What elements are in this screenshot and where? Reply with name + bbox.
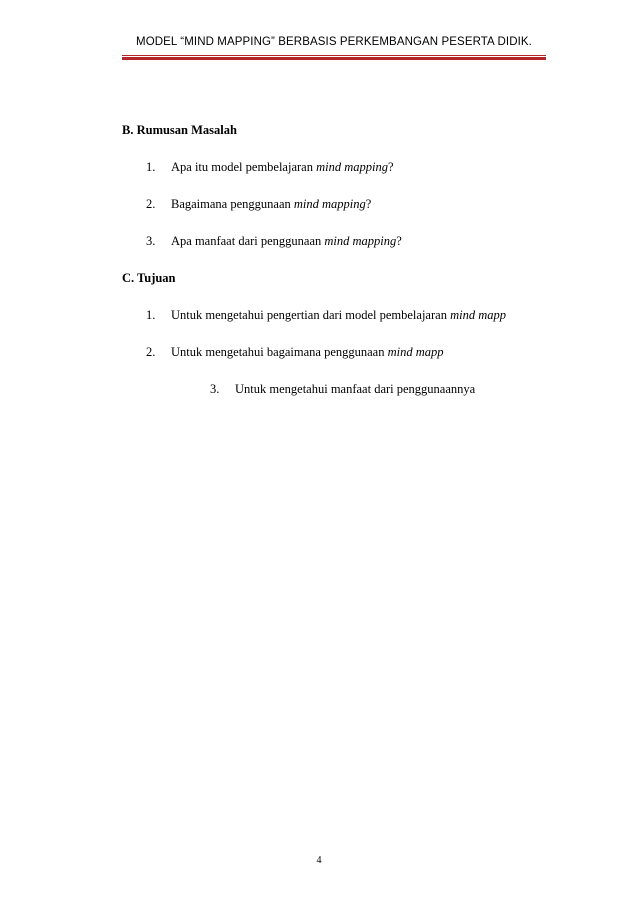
list-item-emphasis: mind mapp (450, 308, 506, 322)
list-item-number: 1. (146, 160, 156, 174)
page-header-title: MODEL “MIND MAPPING” BERBASIS PERKEMBANGAN PESERTA DIDIK. (136, 36, 532, 48)
list-item (146, 345, 444, 360)
list-item-emphasis: mind mapping (293, 197, 366, 211)
list-item-emphasis: mind mapping (316, 160, 388, 174)
list-item-text: Untuk mengetahui manfaat dari penggunaannya (235, 382, 476, 396)
list-item (210, 382, 475, 397)
list-item-text: Bagaimana penggunaan (171, 197, 294, 211)
list-item-number: 1. (146, 308, 156, 322)
list-item-suffix: ? (387, 160, 394, 174)
list-item-number: 3. (210, 382, 220, 396)
list-item-number: 2. (146, 197, 156, 211)
list-item-suffix: ? (396, 234, 402, 248)
list-item-suffix: ? (365, 197, 372, 211)
list-item (146, 308, 506, 323)
list-item-text: Untuk mengetahui bagaimana penggunaan (171, 345, 388, 359)
header-rule-thick (122, 57, 546, 60)
list-item-number: 2. (146, 345, 156, 359)
list-item (146, 160, 394, 175)
section-c-heading: C. Tujuan (122, 271, 176, 285)
list-item-text: Untuk mengetahui pengertian dari model pembelajaran (171, 308, 451, 322)
list-item-emphasis: mind mapping (324, 234, 397, 248)
section-b-heading: B. Rumusan Masalah (122, 123, 237, 137)
list-item (146, 234, 402, 249)
list-item-number: 3. (146, 234, 156, 248)
list-item (146, 197, 371, 212)
list-item-text: Apa itu model pembelajaran (171, 160, 317, 174)
list-item-emphasis: mind mapp (387, 345, 444, 359)
header-rule-thin (122, 55, 546, 56)
page-number: 4 (316, 855, 322, 866)
list-item-text: Apa manfaat dari penggunaan (171, 234, 325, 248)
